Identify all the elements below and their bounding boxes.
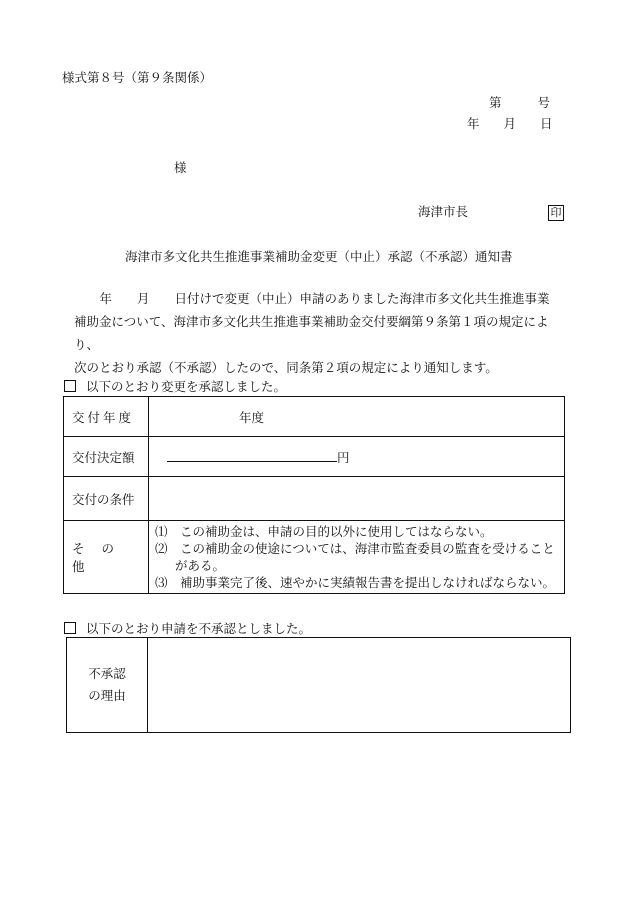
note-3: ⑶ 補助事業完了後、速やかに実績報告書を提出しなければならない。 <box>155 575 556 590</box>
amount-unit: 円 <box>337 449 350 465</box>
reason-value[interactable] <box>148 638 571 733</box>
form-number: 様式第８号（第９条関係） <box>62 70 213 85</box>
rejection-table <box>66 637 571 733</box>
document-title: 海津市多文化共生推進事業補助金変更（中止）承認（不承認）通知書 <box>125 249 513 264</box>
doc-number-go: 号 <box>537 95 551 110</box>
approval-table <box>63 396 565 594</box>
date-day-label: 日 <box>540 116 553 131</box>
reject-checkbox[interactable] <box>64 622 76 634</box>
table-row <box>64 397 565 437</box>
conditions-value <box>149 477 565 521</box>
approve-checkbox-row <box>64 377 286 395</box>
amount-cell <box>149 437 565 477</box>
amount-field[interactable] <box>167 461 337 462</box>
approve-checkbox-label: 以下のとおり変更を承認しました。 <box>86 379 287 394</box>
reason-label-line-2: の理由 <box>88 688 126 703</box>
reject-checkbox-label: 以下のとおり申請を不承認としました。 <box>86 621 312 636</box>
seal-mark: 印 <box>548 205 564 221</box>
fiscal-year-value: 年度 <box>149 397 565 437</box>
issue-date <box>467 114 553 132</box>
body-line-3: 次のとおり承認（不承認）したので、同条第２項の規定により通知します。 <box>74 360 498 375</box>
other-notes <box>149 521 565 594</box>
addressee-suffix: 様 <box>174 160 187 175</box>
table-row <box>64 477 565 521</box>
body-paragraph <box>62 287 570 379</box>
table-row <box>64 437 565 477</box>
note-2: ⑵ この補助金の使途については、海津市監査委員の監査を受けることがある。 <box>155 541 555 573</box>
body-line-2: 補助金について、海津市多文化共生推進事業補助金交付要綱第９条第１項の規定により、 <box>74 314 549 352</box>
doc-number-label <box>489 93 550 111</box>
reject-checkbox-row <box>64 619 311 637</box>
body-line-1: 年 月 日付けで変更（中止）申請のありました海津市多文化共生推進事業 <box>62 291 550 306</box>
fiscal-year-label: 交付年度 <box>64 397 149 437</box>
amount-label: 交付決定額 <box>64 437 149 477</box>
reason-label-line-1: 不承認 <box>88 666 126 681</box>
date-year-label: 年 <box>467 116 480 131</box>
other-label: その他 <box>64 521 149 594</box>
table-row <box>67 638 571 733</box>
date-month-label: 月 <box>503 116 517 131</box>
issuer-block <box>418 202 564 221</box>
table-row <box>64 521 565 594</box>
note-1: ⑴ この補助金は、申請の目的以外に使用してはならない。 <box>155 524 493 539</box>
approve-checkbox[interactable] <box>64 380 76 392</box>
conditions-label: 交付の条件 <box>64 477 149 521</box>
doc-number-dai: 第 <box>489 95 502 110</box>
reason-label <box>67 638 148 733</box>
issuer-name: 海津市長 <box>418 204 469 219</box>
